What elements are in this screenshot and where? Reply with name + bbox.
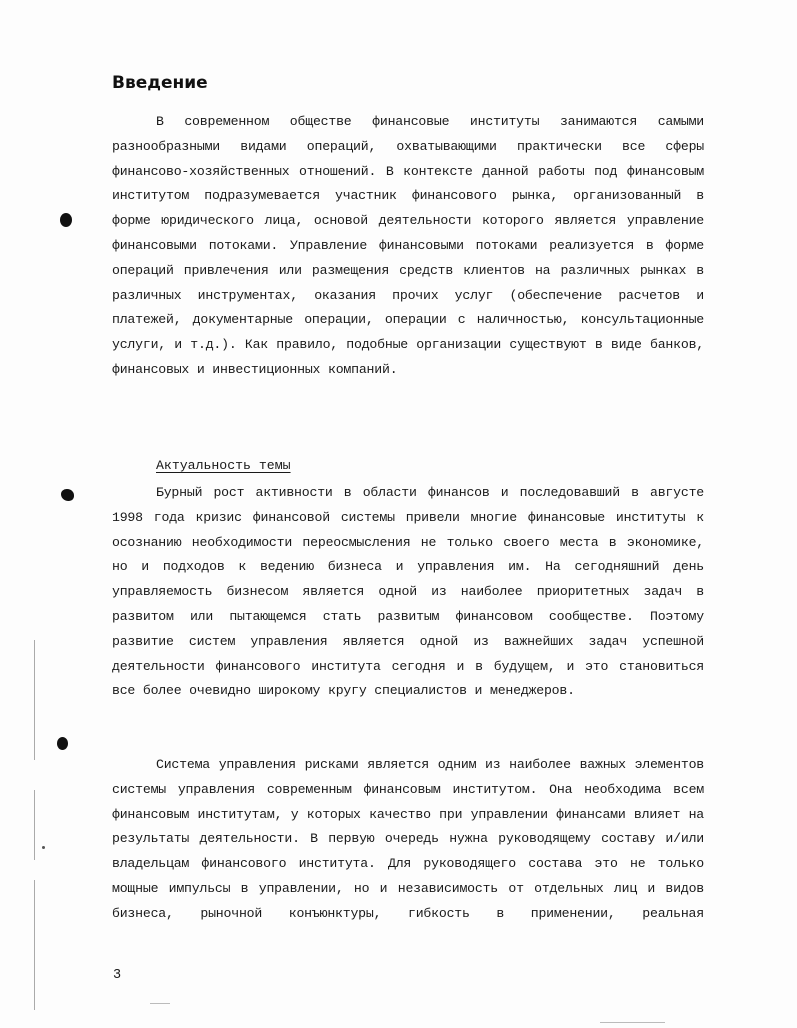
page-number: 3 (113, 968, 122, 983)
risk-paragraph: Система управления рисками является одним из наиболее важных элементов системы управления современным финансовым институтом. Она необходима всем финансовым институтам, у которых качество при управлении финансами влияет на результаты деятельности. В первую очередь нужна руководящему составу и/или владельцам финансового института. Для руководящего состава это не только мощные импульсы в управлении, но и независимость от отдельных лиц и видов бизнеса, рыночной конъюнктуры, гибкость в применении, реальная (112, 757, 704, 921)
scan-artifact-line (600, 1022, 665, 1023)
relevance-paragraph: Бурный рост активности в области финансов и последовавший в августе 1998 года кризис финансовой системы привели многие финансовые институты к осознанию необходимости переосмысления не только своего места в экономике, но и подходов к ведению бизнеса и управления им. На сегодняшний день управляемость бизнесом является одной из наиболее приоритетных задач в развитом или пытающемся стать развитым финансовом сообществе. Поэтому развитие систем управления является одной из важнейших задач успешной деятельности финансового института сегодня и в будущем, и это становиться все более очевидно широкому кругу специалистов и менеджеров. (112, 485, 704, 699)
scan-speck (42, 846, 45, 849)
scan-edge-line (34, 790, 35, 860)
scan-edge-line (34, 640, 35, 760)
scan-punch-hole (60, 213, 72, 227)
scan-punch-hole (57, 737, 68, 750)
section-heading: Введение (112, 73, 208, 93)
scan-artifact-line (150, 1003, 170, 1004)
intro-paragraph: В современном обществе финансовые институты занимаются самыми разнообразными видами операций, охватывающими практически все сферы финансово-хозяйственных отношений. В контексте данной работы под финансовым институтом подразумевается участник финансового рынка, организованный в форме юридического лица, основой деятельности которого является управление финансовыми потоками. Управление финансовыми потоками реализуется в форме операций привлечения или размещения средств клиентов на различных рынках в различных инструментах, оказания прочих услуг (обеспечение расчетов и платежей, документарные операции, операции с наличностью, консультационные услуги, и т.д.). Как правило, подобные организации существуют в виде банков, финансовых и инвестиционных компаний. (112, 114, 704, 377)
relevance-heading: Актуальность темы (156, 458, 291, 473)
scan-edge-line (34, 880, 35, 1010)
scan-punch-hole (61, 489, 74, 501)
